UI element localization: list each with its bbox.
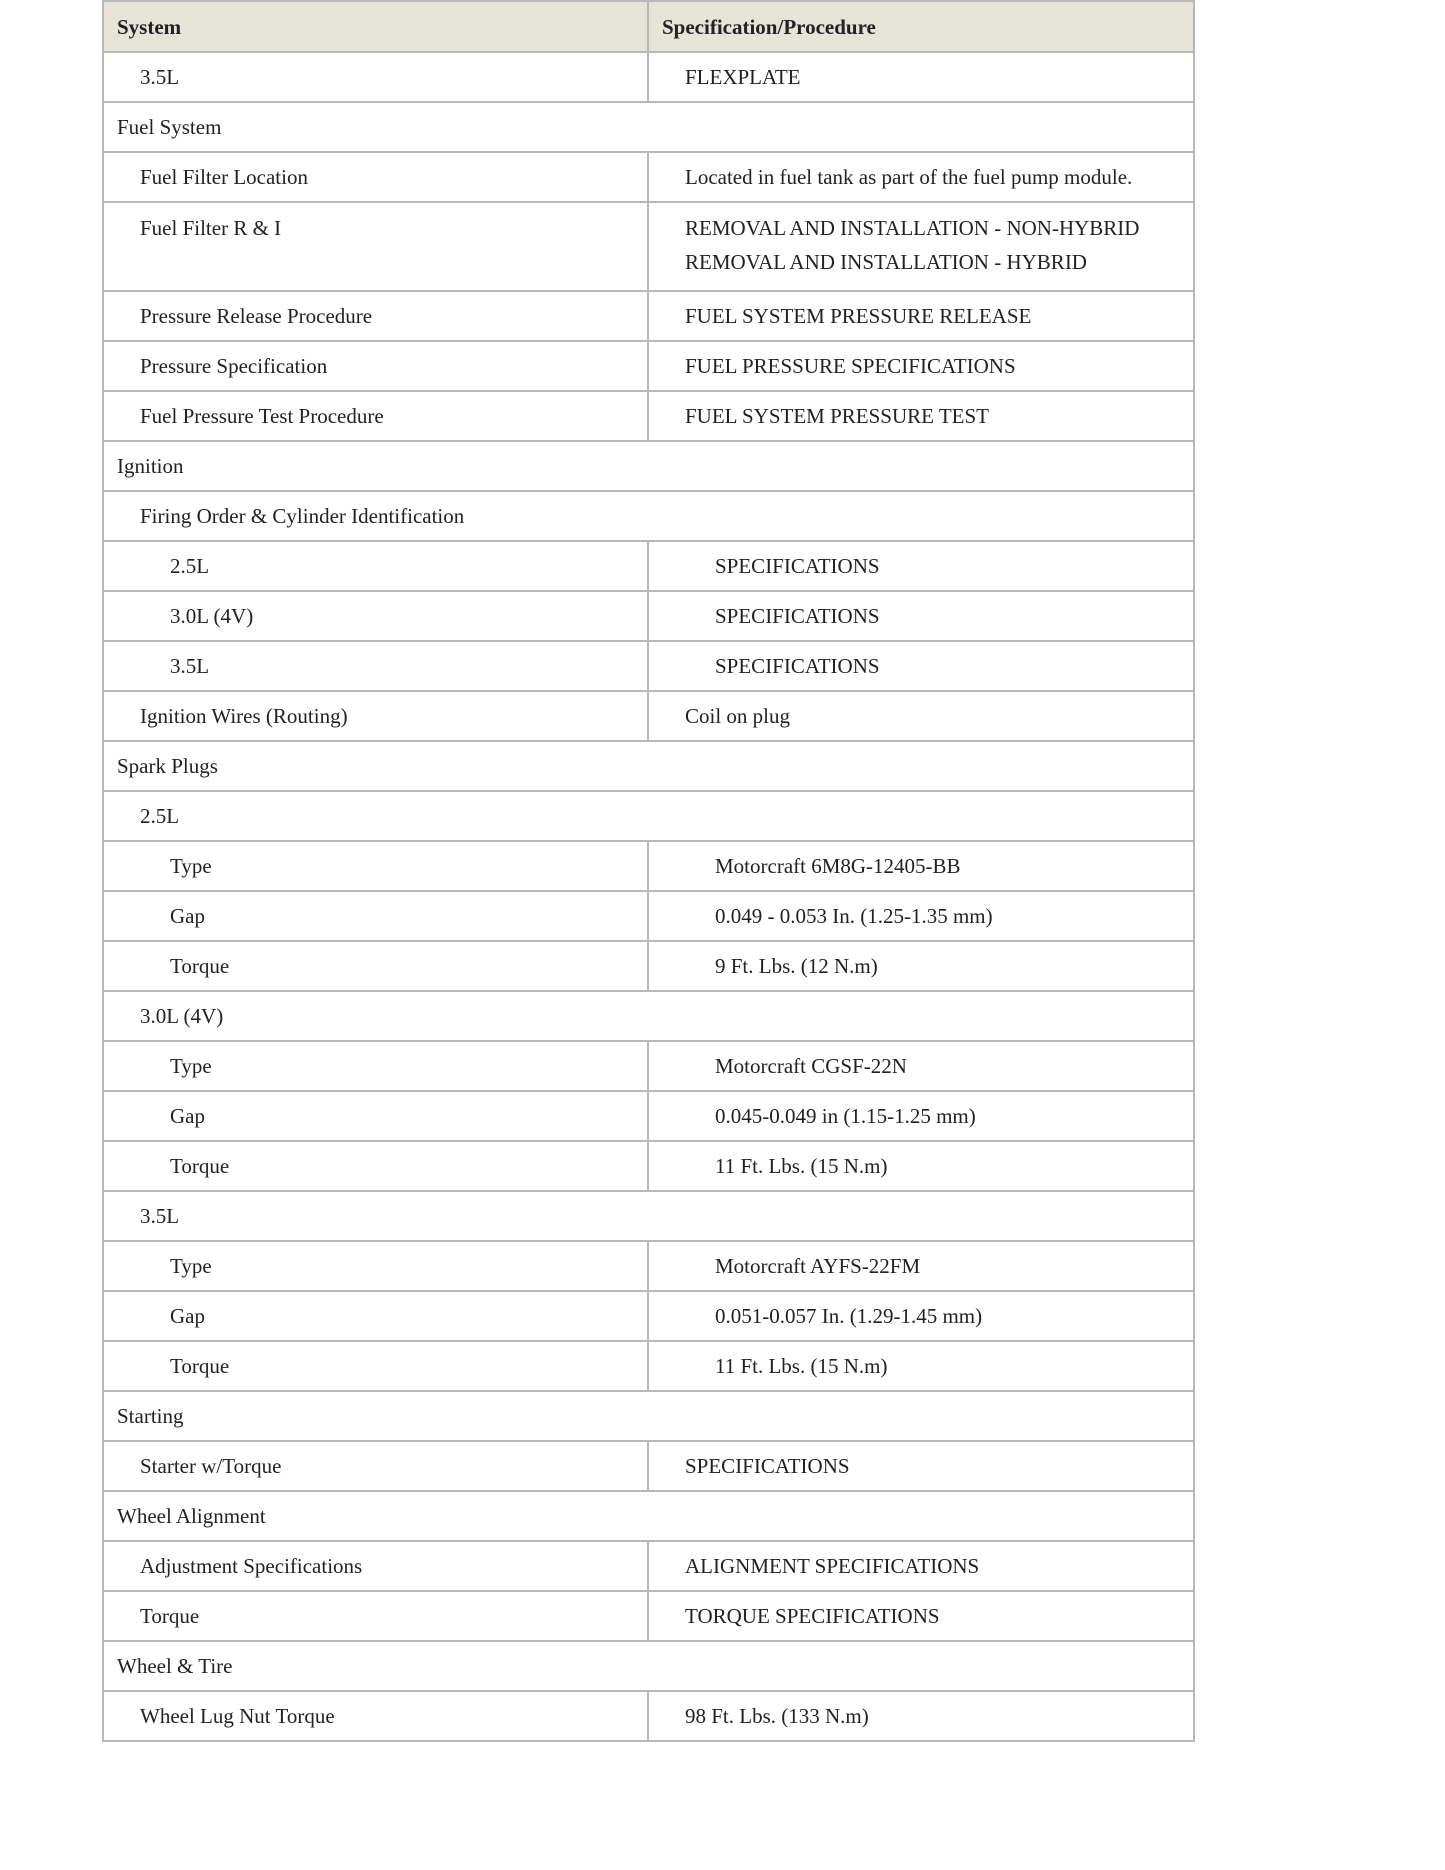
header-system: System bbox=[103, 1, 648, 52]
spec-cell: SPECIFICATIONS bbox=[648, 591, 1194, 641]
section-title: 2.5L bbox=[103, 791, 1194, 841]
section-title: Fuel System bbox=[103, 102, 1194, 152]
spec-cell: 98 Ft. Lbs. (133 N.m) bbox=[648, 1691, 1194, 1741]
table-row bbox=[103, 391, 1194, 441]
spec-cell: SPECIFICATIONS bbox=[648, 641, 1194, 691]
spec-cell: Coil on plug bbox=[648, 691, 1194, 741]
table-row bbox=[103, 591, 1194, 641]
header-row bbox=[103, 1, 1194, 52]
system-cell: Torque bbox=[103, 1341, 648, 1391]
section-title: Firing Order & Cylinder Identification bbox=[103, 491, 1194, 541]
spec-cell: 11 Ft. Lbs. (15 N.m) bbox=[648, 1141, 1194, 1191]
system-cell: Torque bbox=[103, 941, 648, 991]
system-cell: Gap bbox=[103, 891, 648, 941]
system-cell: Type bbox=[103, 841, 648, 891]
system-cell: Fuel Filter R & I bbox=[103, 202, 648, 291]
spec-cell: FUEL SYSTEM PRESSURE TEST bbox=[648, 391, 1194, 441]
system-cell: 3.5L bbox=[103, 52, 648, 102]
system-cell: Fuel Filter Location bbox=[103, 152, 648, 202]
section-title: Ignition bbox=[103, 441, 1194, 491]
table-row bbox=[103, 641, 1194, 691]
spec-cell: 9 Ft. Lbs. (12 N.m) bbox=[648, 941, 1194, 991]
table-row bbox=[103, 691, 1194, 741]
spec-cell: FLEXPLATE bbox=[648, 52, 1194, 102]
system-cell: 2.5L bbox=[103, 541, 648, 591]
spec-cell: 11 Ft. Lbs. (15 N.m) bbox=[648, 1341, 1194, 1391]
spec-cell: TORQUE SPECIFICATIONS bbox=[648, 1591, 1194, 1641]
spec-cell: SPECIFICATIONS bbox=[648, 1441, 1194, 1491]
system-cell: Gap bbox=[103, 1091, 648, 1141]
section-row bbox=[103, 1491, 1194, 1541]
spec-cell bbox=[648, 202, 1194, 291]
spec-cell: 0.045-0.049 in (1.15-1.25 mm) bbox=[648, 1091, 1194, 1141]
table-row bbox=[103, 152, 1194, 202]
table-row bbox=[103, 202, 1194, 291]
spec-cell: Motorcraft 6M8G-12405-BB bbox=[648, 841, 1194, 891]
system-cell: Starter w/Torque bbox=[103, 1441, 648, 1491]
table-body bbox=[103, 52, 1194, 1741]
table-row bbox=[103, 1291, 1194, 1341]
table-row bbox=[103, 1591, 1194, 1641]
system-cell: Pressure Release Procedure bbox=[103, 291, 648, 341]
system-cell: Type bbox=[103, 1241, 648, 1291]
table-row bbox=[103, 1441, 1194, 1491]
system-cell: Torque bbox=[103, 1591, 648, 1641]
system-cell: 3.5L bbox=[103, 641, 648, 691]
header-spec: Specification/Procedure bbox=[648, 1, 1194, 52]
section-title: 3.0L (4V) bbox=[103, 991, 1194, 1041]
table-row bbox=[103, 1091, 1194, 1141]
table-row bbox=[103, 291, 1194, 341]
table-row bbox=[103, 341, 1194, 391]
section-row bbox=[103, 1641, 1194, 1691]
table-row bbox=[103, 1041, 1194, 1091]
section-row bbox=[103, 991, 1194, 1041]
section-title: 3.5L bbox=[103, 1191, 1194, 1241]
section-title: Starting bbox=[103, 1391, 1194, 1441]
section-title: Spark Plugs bbox=[103, 741, 1194, 791]
spec-cell: 0.049 - 0.053 In. (1.25-1.35 mm) bbox=[648, 891, 1194, 941]
section-row bbox=[103, 441, 1194, 491]
section-row bbox=[103, 102, 1194, 152]
table-row bbox=[103, 1241, 1194, 1291]
table-row bbox=[103, 841, 1194, 891]
section-row bbox=[103, 791, 1194, 841]
system-cell: 3.0L (4V) bbox=[103, 591, 648, 641]
table-row bbox=[103, 891, 1194, 941]
system-cell: Torque bbox=[103, 1141, 648, 1191]
system-cell: Pressure Specification bbox=[103, 341, 648, 391]
table-header bbox=[103, 1, 1194, 52]
spec-cell: Located in fuel tank as part of the fuel pump module. bbox=[648, 152, 1194, 202]
section-row bbox=[103, 1391, 1194, 1441]
spec-cell: SPECIFICATIONS bbox=[648, 541, 1194, 591]
section-row bbox=[103, 491, 1194, 541]
system-cell: Ignition Wires (Routing) bbox=[103, 691, 648, 741]
system-cell: Type bbox=[103, 1041, 648, 1091]
section-row bbox=[103, 1191, 1194, 1241]
spec-table bbox=[102, 0, 1195, 1742]
system-cell: Wheel Lug Nut Torque bbox=[103, 1691, 648, 1741]
spec-cell: 0.051-0.057 In. (1.29-1.45 mm) bbox=[648, 1291, 1194, 1341]
system-cell: Fuel Pressure Test Procedure bbox=[103, 391, 648, 441]
spec-cell: Motorcraft CGSF-22N bbox=[648, 1041, 1194, 1091]
table-row bbox=[103, 541, 1194, 591]
spec-cell: ALIGNMENT SPECIFICATIONS bbox=[648, 1541, 1194, 1591]
system-cell: Adjustment Specifications bbox=[103, 1541, 648, 1591]
spec-line: REMOVAL AND INSTALLATION - HYBRID bbox=[685, 250, 1087, 274]
section-row bbox=[103, 741, 1194, 791]
table-row bbox=[103, 52, 1194, 102]
spec-cell: Motorcraft AYFS-22FM bbox=[648, 1241, 1194, 1291]
system-cell: Gap bbox=[103, 1291, 648, 1341]
table-row bbox=[103, 941, 1194, 991]
table-row bbox=[103, 1691, 1194, 1741]
spec-line: REMOVAL AND INSTALLATION - NON-HYBRID bbox=[685, 216, 1140, 240]
section-title: Wheel & Tire bbox=[103, 1641, 1194, 1691]
table-row bbox=[103, 1341, 1194, 1391]
spec-cell: FUEL PRESSURE SPECIFICATIONS bbox=[648, 341, 1194, 391]
table-row bbox=[103, 1141, 1194, 1191]
spec-cell: FUEL SYSTEM PRESSURE RELEASE bbox=[648, 291, 1194, 341]
table-row bbox=[103, 1541, 1194, 1591]
section-title: Wheel Alignment bbox=[103, 1491, 1194, 1541]
